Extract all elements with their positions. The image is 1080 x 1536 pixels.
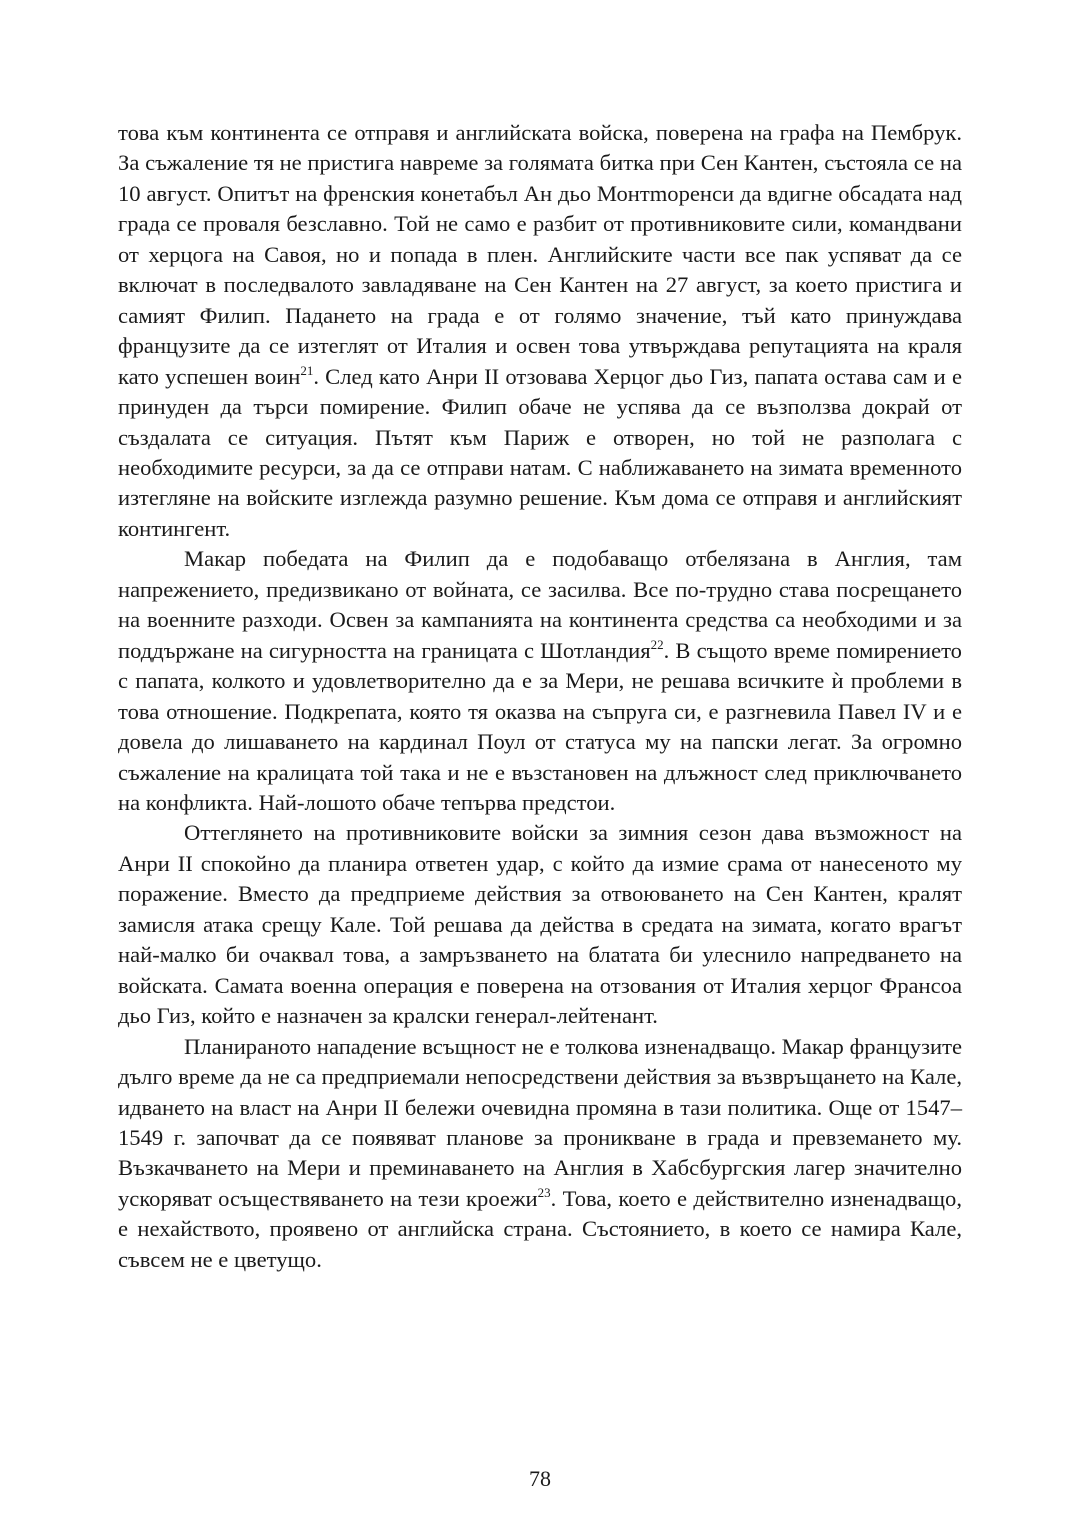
text-run: . В същото време помирението с папата, колкото и удовлетворително да е за Мери, не решава всичките ѝ проблеми в това отношение. Подкрепата, която тя оказва на съпруга си, е разгневила Павел IV и е довела до лишаването на кардинал Поул от статуса му на папски легат. За огромно съжаление на кралицата той така и не е възстановен на длъжност след приключването на конфликта. Най-лошото обаче тепърва предстои. <box>118 637 962 815</box>
footnote-ref-22[interactable]: 22 <box>650 636 664 652</box>
page-body <box>118 118 962 1275</box>
footnote-ref-21[interactable]: 21 <box>300 362 314 378</box>
text-run: . След като Анри II отзовава Херцог дьо Гиз, папата остава сам и е принуден да търси помирение. Филип обаче не успява да се възползва докрай от създалата се ситуация. Пътят към Париж е отворен, но той не разполага с необходимите ресурси, за да се отправи натам. С наближаването на зимата временното изтегляне на войските изглежда разумно решение. Към дома се отправя и английският контингент. <box>118 363 962 541</box>
text-run: Планираното нападение всъщност не е толкова изненадващо. Макар французите дълго време да не са предприемали непосредствени действия за възвръщането на Кале, идването на власт на Анри II бележи очевидна промяна в тази политика. Още от 1547–1549 г. започват да се появяват планове за проникване в града и превземането му. Възкачването на Мери и преминаването на Англия в Хабсбургския лагер значително ускоряват осъществяването на тези кроежи <box>118 1033 962 1211</box>
paragraph-3 <box>118 818 962 1031</box>
text-run: Оттеглянето на противниковите войски за зимния сезон дава възможност на Анри II спокойно да планира ответен удар, с който да измие срама от нанесеното му поражение. Вместо да предприеме действия за отвоюването на Сен Кантен, кралят замисля атака срещу Кале. Той решава да действа в средата на зимата, когато врагът най-малко би очаквал това, а замръзването на блатата би улеснило напредването на войската. Самата военна операция е поверена на отзования от Италия херцог Франсоа дьо Гиз, който е назначен за кралски генерал-лейтенант. <box>118 820 962 1029</box>
page-number: 78 <box>529 1466 551 1491</box>
paragraph-1 <box>118 118 962 544</box>
paragraph-2 <box>118 544 962 818</box>
text-run: това към континента се отправя и английската войска, поверена на графа на Пембрук. За съжаление тя не пристига навреме за голямата битка при Сен Кантен, състояла се на 10 август. Опитът на френския конетабъл Ан дьо Монтmоренси да вдигне обсадата над града се проваля безславно. Той не само е разбит от противниковите сили, командвани от херцога на Савоя, но и попада в плен. Английските части все пак успяват да се включат в последвалото завладяване на Сен Кантен на 27 август, за което пристига и самият Филип. Падането на града е от голямо значение, тъй като принуждава французите да се изтеглят от Италия и освен това утвърждава репутацията на краля като успешен воин <box>118 120 962 389</box>
footnote-ref-23[interactable]: 23 <box>537 1184 551 1200</box>
text-run: . Това, което е действително изненадващо, е нехайството, проявено от английска страна. Състоянието, в което се намира Кале, съвсем не е цветущо. <box>118 1185 962 1272</box>
paragraph-4 <box>118 1032 962 1276</box>
text-run: Макар победата на Филип да е подобаващо отбелязана в Англия, там напрежението, предизвикано от войната, се засилва. Все по-трудно става посрещането на военните разходи. Освен за кампанията на континента средства са необходими и за поддържане на сигурността на границата с Шотландия <box>118 546 962 663</box>
